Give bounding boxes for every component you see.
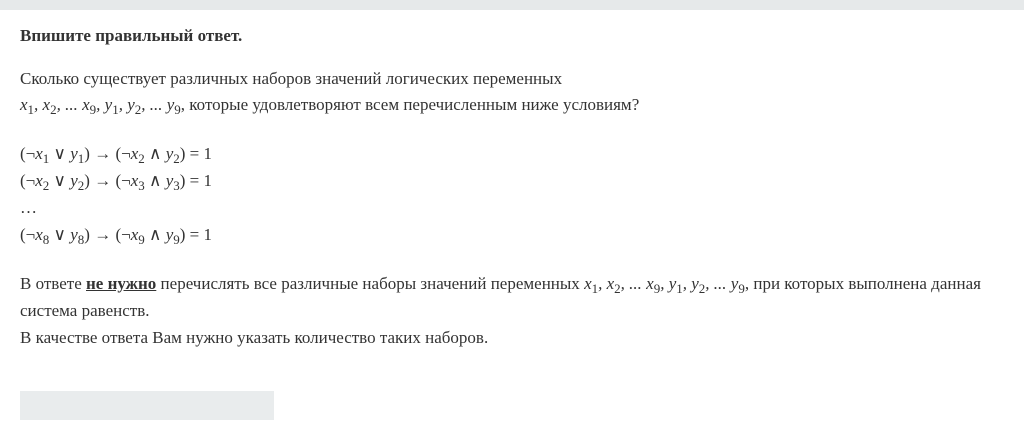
question-line-2-tail: , которые удовлетворяют всем перечисленным ниже условиям? xyxy=(180,95,640,114)
question-line-2 xyxy=(20,92,1010,118)
note-part-2: перечислять все различные наборы значений переменных xyxy=(156,274,585,293)
equation-list xyxy=(20,140,1010,248)
instruction-text: Впишите правильный ответ. xyxy=(20,26,243,45)
note-line-2: В качестве ответа Вам нужно указать количество таких наборов. xyxy=(20,328,489,347)
equation-1: ($\neg x_1$ ∨ $y_1$) → ($\neg x_2$ ∧ $y_2) = 1$ xyxy=(20,144,213,166)
note-text xyxy=(20,270,1010,351)
note-variables: $x_1$, $x_2$, ... $x_9$, $y_1$, $y_2$, ... $y_9$ xyxy=(584,274,745,296)
note-part-3: , при которых выполнена данная система равенств. xyxy=(20,274,981,320)
equation-2: ($\neg x_2$ ∨ $y_2$) → ($\neg x_3$ ∧ $y_3) = 1$ xyxy=(20,171,213,193)
answer-input[interactable] xyxy=(20,391,274,420)
note-emphasis: не нужно xyxy=(86,274,157,293)
question-text xyxy=(20,66,1010,118)
note-part-1: В ответе xyxy=(20,274,86,293)
top-bar xyxy=(0,0,1024,10)
question-line-1: Сколько существует различных наборов значений логических переменных xyxy=(20,69,563,88)
equation-ellipsis: … xyxy=(20,198,37,217)
task-content xyxy=(20,24,1010,351)
equation-last: ($\neg x_8$ ∨ $y_8$) → ($\neg x_9$ ∧ $y_9) = 1$ xyxy=(20,225,213,247)
question-variables: $x_1$, $x_2$, ... $x_9$, $y_1$, $y_2$, ... $y_9$ xyxy=(20,95,181,117)
